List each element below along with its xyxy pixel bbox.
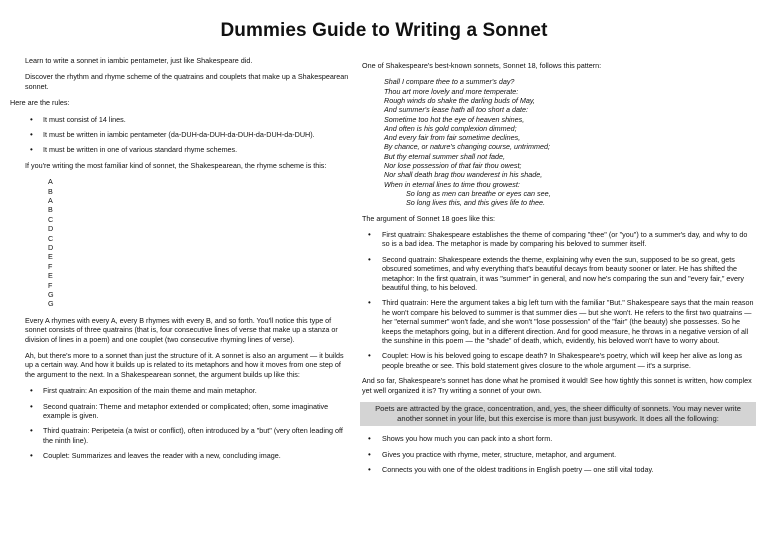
couplet-line: So long as men can breathe or eyes can see,: [406, 188, 551, 198]
sonnet-18-poem: [384, 77, 754, 207]
rhyme-letter: C: [48, 214, 54, 224]
rhyme-letter: E: [48, 252, 53, 262]
poem-line: But thy eternal summer shall not fade,: [384, 151, 506, 161]
argument-step: • Third quatrain: Peripeteia (a twist or conflict), often introduced by a "but" (very often leading off the ninth line).: [10, 426, 352, 445]
intro-paragraph-2: Discover the rhythm and rhyme scheme of the quatrains and couplets that make up a Shakespearean sonnet.: [25, 72, 349, 91]
benefit-item: • Shows you how much you can pack into a short form.: [362, 434, 754, 443]
rhyme-letter: C: [48, 233, 54, 243]
scheme-intro: If you're writing the most familiar kind of sonnet, the Shakespearean, the rhyme scheme is this:: [25, 160, 327, 170]
rhyme-letter: D: [48, 242, 54, 252]
conclusion-paragraph: And so far, Shakespeare's sonnet has done what he promised it would! See how tightly this sonnet is written, how complex yet well organized it is? Try writing a sonnet of your own.: [362, 376, 752, 395]
argument-item: • First quatrain: Shakespeare establishes the theme of comparing "thee" (or "you") to a summer's day, and why to do so is a bad idea. The metaphor is made by comparing his beloved to summer itself.: [362, 230, 754, 249]
rule-item: • It must consist of 14 lines.: [10, 115, 352, 124]
callout-box: Poets are attracted by the grace, concentration, and, yes, the sheer difficulty of sonnets. You may never write another sonnet in your life, but this exercise is more than just busywork. It does all the following:: [360, 402, 756, 426]
argument-intro: The argument of Sonnet 18 goes like this:: [362, 213, 496, 223]
rhyme-letter: A: [48, 177, 53, 187]
rhyme-scheme-list: [48, 177, 352, 308]
argument-step: • First quatrain: An exposition of the main theme and main metaphor.: [10, 386, 352, 395]
argument-step: • Second quatrain: Theme and metaphor extended or complicated; often, some imaginative example is given.: [10, 402, 352, 421]
poem-line: Shall I compare thee to a summer's day?: [384, 77, 515, 87]
right-column: [362, 61, 754, 480]
poem-line: Thou art more lovely and more temperate:: [384, 86, 519, 96]
rules-list: [10, 115, 352, 155]
left-column: [10, 56, 352, 467]
rhyme-letter: A: [48, 196, 53, 206]
couplet-line: So long lives this, and this gives life to thee.: [406, 198, 546, 208]
poem-line: And often is his gold complexion dimmed;: [384, 123, 517, 133]
poem-line: And every fair from fair sometime declines,: [384, 133, 521, 143]
benefits-list: [362, 434, 754, 474]
intro-paragraph-1: Learn to write a sonnet in iambic pentameter, just like Shakespeare did.: [25, 56, 253, 65]
rule-item: • It must be written in iambic pentameter (da-DUH-da-DUH-da-DUH-da-DUH-da-DUH).: [10, 130, 352, 139]
rhyme-letter: B: [48, 186, 53, 196]
rhyme-letter: B: [48, 205, 53, 215]
sonnet-intro: One of Shakespeare's best-known sonnets, Sonnet 18, follows this pattern:: [362, 61, 602, 70]
argument-step: • Couplet: Summarizes and leaves the reader with a new, concluding image.: [10, 451, 352, 460]
argument-item: • Third quatrain: Here the argument takes a big left turn with the familiar "But." Shakespeare says that the main reason he won't compare his beloved to summer is that summer dies — but she won't. He refers to the first two quatrains — her "eternal summer" won't fade, and she won't "lose possession" of the "fair" (the beauty) she possesses. So he keeps the metaphors going, but in a different direction. And for good measure, he throws in a negative version of all the sunshine in this poem — the "shade" of death, which, evidently, his beloved won't have to worry about.: [362, 298, 754, 345]
rhyme-letter: E: [48, 271, 53, 281]
rhyme-letter: F: [48, 280, 53, 290]
rules-heading: Here are the rules:: [10, 98, 70, 108]
page-title: Dummies Guide to Writing a Sonnet: [220, 20, 548, 41]
benefit-item: • Gives you practice with rhyme, meter, structure, metaphor, and argument.: [362, 450, 754, 459]
argument-steps-list: [10, 386, 352, 460]
benefit-item: • Connects you with one of the oldest traditions in English poetry — one still vital today.: [362, 465, 754, 474]
poem-line: Nor shall death brag thou wanderest in his shade,: [384, 170, 543, 180]
sonnet-argument-list: [362, 230, 754, 370]
poem-line: Sometime too hot the eye of heaven shines,: [384, 114, 525, 124]
poem-line: Nor lose possession of that fair thou owest;: [384, 161, 522, 171]
rhyme-letter: F: [48, 261, 53, 271]
poem-line: When in eternal lines to time thou growest:: [384, 179, 520, 189]
rhyme-letter: G: [48, 299, 54, 309]
rhyme-letter: D: [48, 224, 54, 234]
argument-item: • Second quatrain: Shakespeare extends the theme, explaining why even the sun, supposed to be so great, gets obscured sometimes, and why everything that's beautiful decays from beauty sooner or later. He has shifted the metaphor: In the first quatrain, it was "summer" in general, and now he's comparing the sun and "every fair," every beautiful thing, to his beloved.: [362, 255, 754, 293]
argument-item: • Couplet: How is his beloved going to escape death? In Shakespeare's poetry, which will keep her alive as long as people breathe or see. This bold statement gives closure to the whole argument — it's a surprise.: [362, 351, 754, 370]
poem-line: And summer's lease hath all too short a date:: [384, 105, 529, 115]
rule-item: • It must be written in one of various standard rhyme schemes.: [10, 145, 352, 154]
rhyme-letter: G: [48, 289, 54, 299]
poem-line: Rough winds do shake the darling buds of May,: [384, 96, 535, 105]
argument-explanation: Ah, but there's more to a sonnet than just the structure of it. A sonnet is also an argument — it builds up a certain way. And how it builds up is related to its metaphors and how it moves from one step of the argument to the next. In a Shakespearean sonnet, the argument builds up like this:: [25, 350, 344, 379]
rhyme-explanation: Every A rhymes with every A, every B rhymes with every B, and so forth. You'll notice this type of sonnet consists of three quatrains (that is, four consecutive lines of verse that make up a stanza or division of lines in a poem) and one couplet (two consecutive rhyming lines of verse).: [25, 315, 338, 344]
poem-line: By chance, or nature's changing course, untrimmed;: [384, 142, 550, 152]
